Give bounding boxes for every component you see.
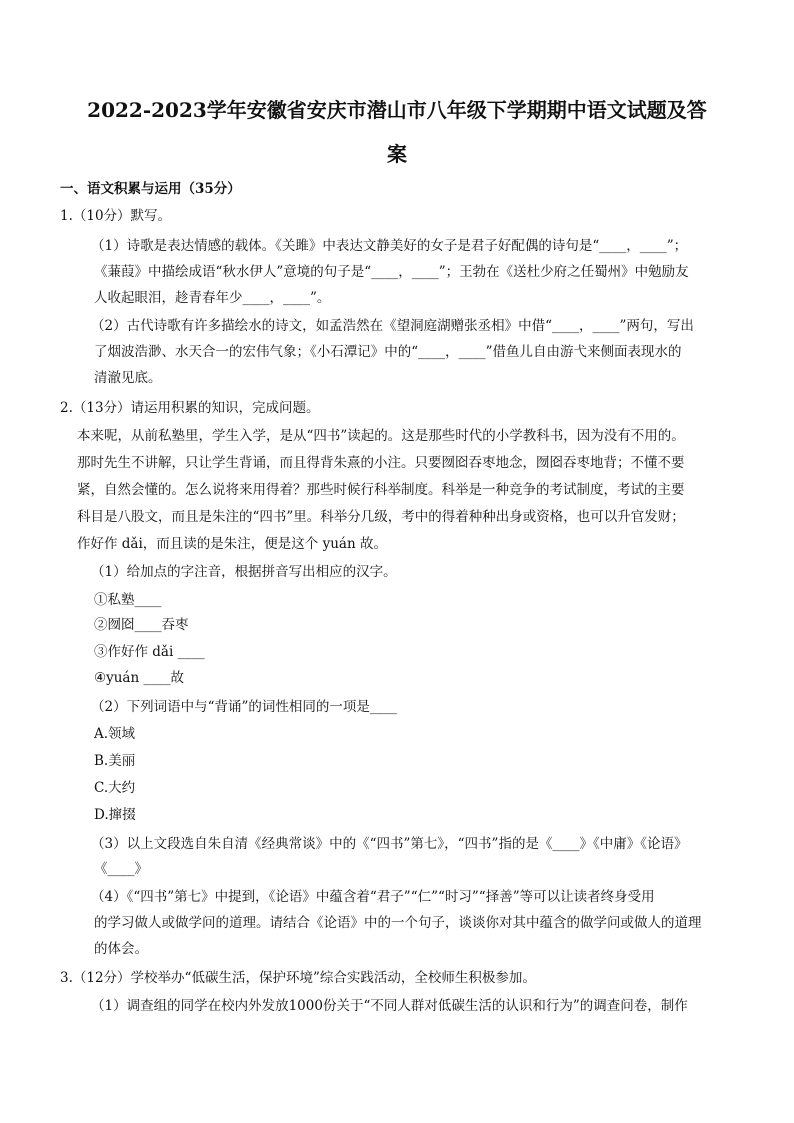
question-1-part-1-line-2: 《蒹葭》中描绘成语“秋水伊人”意境的句子是“____，____”；王勃在《送杜少府之任蜀州》中勉励友 — [94, 264, 689, 280]
question-3-sub-1: （1）调查组的同学在校内外发放1000份关于“不同人群对低碳生活的认识和行为”的调查问卷，制作 — [91, 998, 688, 1014]
sub-1-item-1: ①私塾____ — [94, 592, 162, 608]
document-title-line-1: 2022-2023学年安徽省安庆市潜山市八年级下学期期中语文试题及答 — [87, 98, 707, 122]
question-1-part-1-line-1: （1）诗歌是表达情感的载体。《关雎》中表达文静美好的女子是君子好配偶的诗句是“____，____”； — [91, 238, 688, 254]
sub-1-item-3: ③作好作 dǎi ____ — [94, 644, 205, 660]
sub-1-item-2: ②囫囵____吞枣 — [94, 617, 189, 633]
question-2-heading: 2.（13分）请运用积累的知识，完成问题。 — [60, 400, 320, 416]
question-2-sub-2: （2）下列词语中与“背诵”的词性相同的一项是____ — [91, 699, 397, 715]
question-2-sub-4-line-3: 的体会。 — [94, 941, 148, 957]
question-1-part-1-line-3: 人收起眼泪，趁青春年少____，____”。 — [94, 290, 331, 306]
question-3-heading: 3.（12分）学校举办“低碳生活，保护环境”综合实践活动，全校师生积极参加。 — [60, 970, 536, 986]
passage-line-4: 科目是八股文，而且是朱注的“四书”里。科举分几级，考中的得着种种出身或资格，也可以升官发财； — [77, 509, 685, 525]
option-a: A.领域 — [94, 726, 136, 742]
passage-line-3: 紧，自然会懂的。怎么说将来用得着？那些时候行科举制度。科举是一种竞争的考试制度，考试的主要 — [77, 482, 685, 498]
passage-line-2: 那时先生不讲解，只让学生背诵，而且得背朱熹的小注。只要囫囵吞枣地念，囫囵吞枣地背；不懂不要 — [77, 455, 685, 471]
question-2-sub-3-line-1: （3）以上文段选自朱自清《经典常谈》中的《“四书”第七》，“四书”指的是《____》《中庸》《论语》 — [91, 836, 688, 852]
question-2-sub-3-line-2: 《____》 — [94, 861, 148, 877]
question-1-heading: 1.（10分）默写。 — [60, 208, 172, 224]
question-2-sub-4-line-1: （4）《“四书”第七》中提到，《论语》中蕴含着“君子”“仁”“时习”“择善”等可以让读者终身受用 — [91, 889, 655, 905]
passage-line-1: 本来呢，从前私塾里，学生入学，是从“四书”读起的。这是那些时代的小学教科书，因为没有不用的。 — [77, 428, 685, 444]
option-d: D.撺掇 — [94, 807, 136, 823]
option-c: C.大约 — [94, 780, 136, 796]
option-b: B.美丽 — [94, 753, 136, 769]
question-1-part-2-line-1: （2）古代诗歌有许多描绘水的诗文，如孟浩然在《望洞庭湖赠张丞相》中借“____，____”两句，写出 — [91, 318, 694, 334]
question-1-part-2-line-3: 清澈见底。 — [94, 370, 162, 386]
section-heading: 一、语文积累与运用（35分） — [60, 181, 241, 197]
sub-1-item-4: ④yuán ____故 — [94, 670, 184, 686]
passage-line-5: 作好作 dǎi，而且读的是朱注，便是这个 yuán 故。 — [77, 536, 387, 552]
question-2-sub-4-line-2: 的学习做人或做学问的道理。请结合《论语》中的一个句子，谈谈你对其中蕴含的做学问或做人的道理 — [94, 915, 702, 931]
document-title-line-2: 案 — [387, 142, 407, 166]
question-1-part-2-line-2: 了烟波浩渺、水天合一的宏伟气象；《小石潭记》中的“____，____”借鱼儿自由游弋来侧面表现水的 — [94, 344, 682, 360]
question-2-sub-1: （1）给加点的字注音，根据拼音写出相应的汉字。 — [91, 564, 397, 580]
